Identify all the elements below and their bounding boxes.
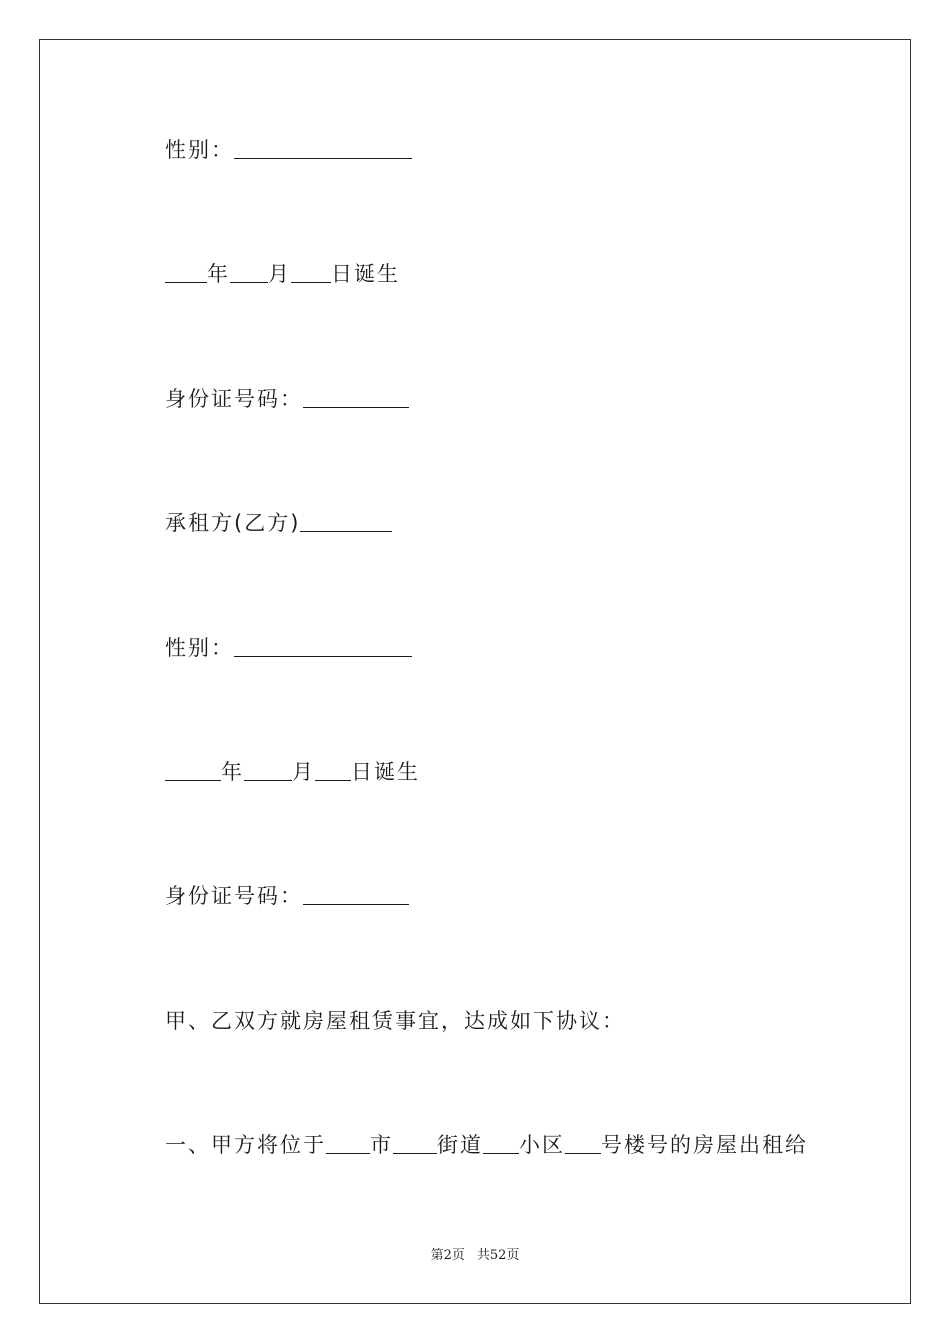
birth-day-blank [315, 758, 351, 781]
landlord-birth-line [165, 258, 400, 290]
building-blank [565, 1131, 601, 1154]
birth-month-suffix: 月 [292, 760, 315, 784]
tenant-gender-line [165, 632, 412, 664]
agreement-intro: 甲、乙双方就房屋租赁事宜，达成如下协议： [165, 1009, 625, 1033]
clause-1-city: 市 [370, 1133, 393, 1157]
birth-year-suffix: 年 [207, 262, 230, 286]
page-footer [0, 1246, 950, 1266]
birth-year-blank [165, 758, 221, 781]
tenant-blank [300, 509, 392, 532]
birth-month-blank [244, 758, 292, 781]
clause-1-line [165, 1129, 808, 1161]
tenant-line [165, 507, 392, 539]
birth-day-blank [291, 260, 331, 283]
birth-year-blank [165, 260, 207, 283]
birth-month-suffix: 月 [268, 262, 291, 286]
birth-year-suffix: 年 [221, 760, 244, 784]
id-label: 身份证号码： [165, 884, 303, 908]
birth-month-blank [230, 260, 268, 283]
gender-label: 性别： [165, 636, 234, 660]
clause-1-building: 号楼号的房屋出租给 [601, 1133, 808, 1157]
landlord-id-line [165, 383, 409, 415]
page-frame [39, 39, 911, 1304]
gender-blank [234, 136, 412, 159]
city-blank [326, 1131, 370, 1154]
id-blank [303, 385, 409, 408]
birth-day-suffix: 日诞生 [331, 262, 400, 286]
district-blank [483, 1131, 519, 1154]
birth-day-suffix: 日诞生 [351, 760, 420, 784]
id-label: 身份证号码： [165, 387, 303, 411]
id-blank [303, 882, 409, 905]
clause-1-prefix: 一、甲方将位于 [165, 1133, 326, 1157]
landlord-gender-line [165, 134, 412, 166]
clause-1-street: 街道 [437, 1133, 483, 1157]
tenant-birth-line [165, 756, 420, 788]
street-blank [393, 1131, 437, 1154]
tenant-id-line [165, 880, 409, 912]
gender-blank [234, 634, 412, 657]
tenant-label: 承租方(乙方) [165, 511, 301, 535]
page-number: 第2页 [430, 1248, 465, 1263]
total-pages: 共52页 [476, 1248, 520, 1263]
clause-1-district: 小区 [519, 1133, 565, 1157]
gender-label: 性别： [165, 138, 234, 162]
